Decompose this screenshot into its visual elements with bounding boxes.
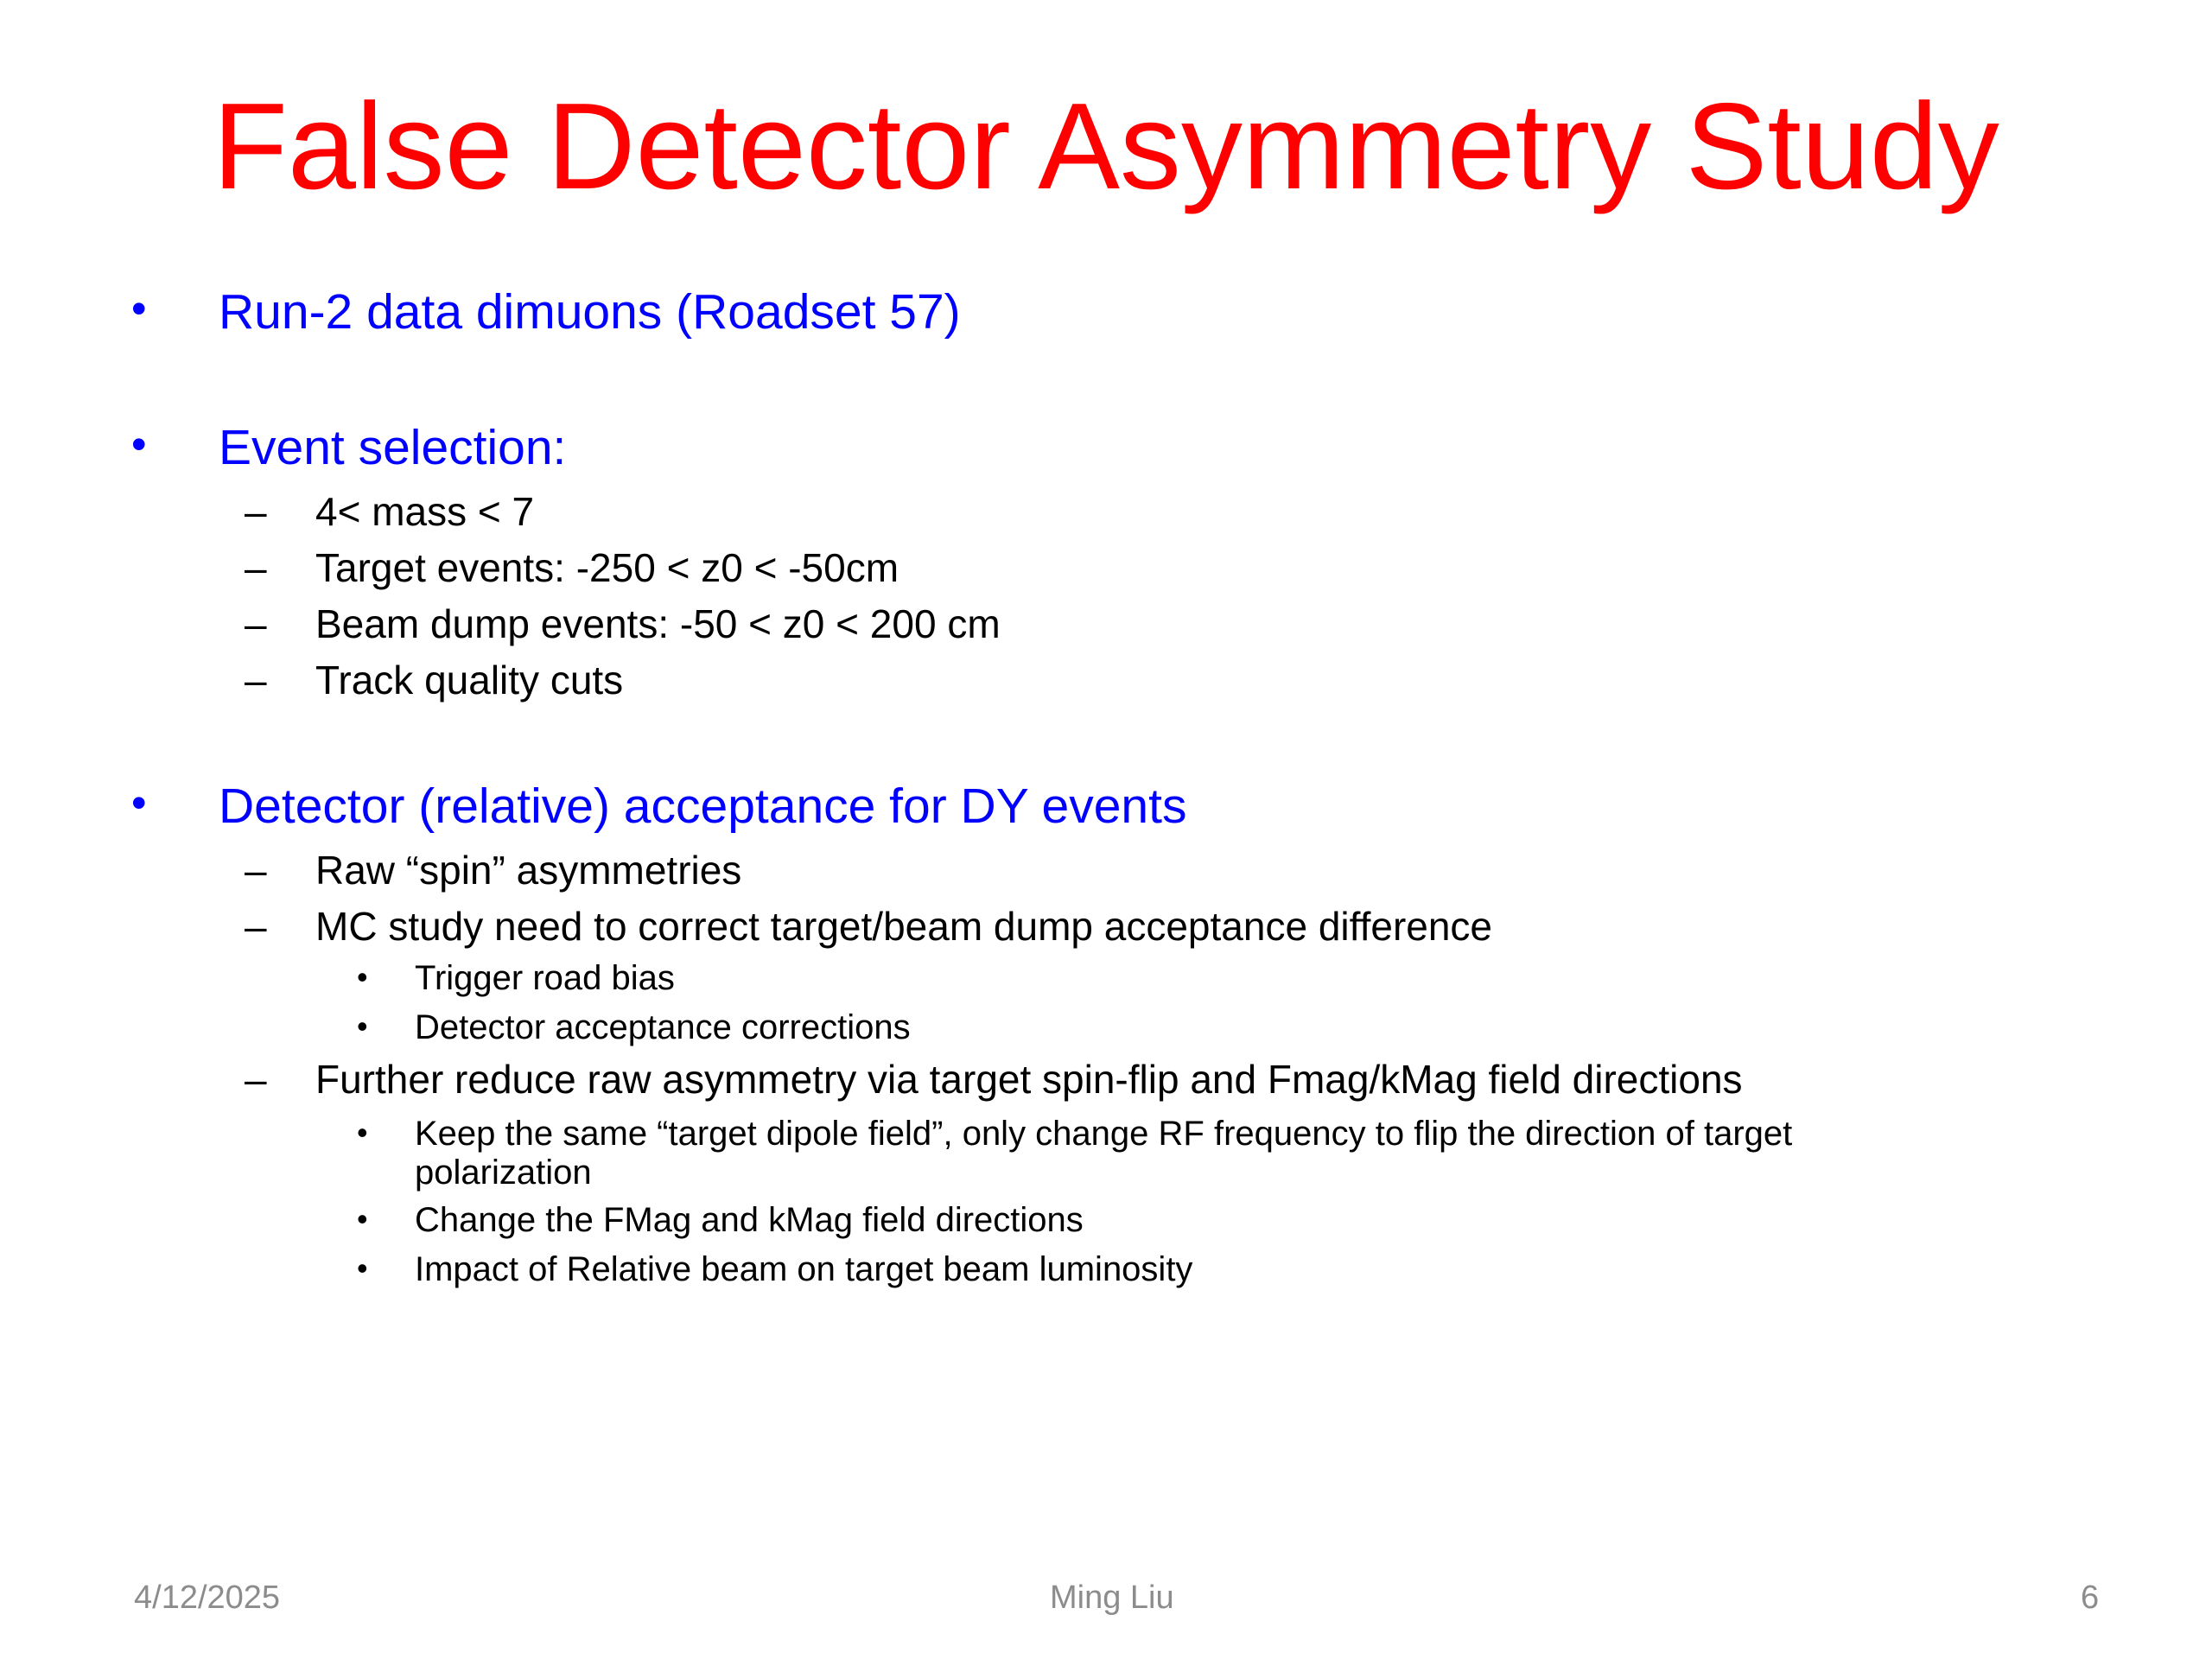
sub-item: MC study need to correct target/beam dump acceptance difference xyxy=(315,904,1493,949)
bullet-item: Event selection: xyxy=(219,420,567,475)
sub-bullet-marker: • xyxy=(357,1008,368,1044)
bullet-marker: • xyxy=(131,779,147,827)
sub-item: Further reduce raw asymmetry via target spin-flip and Fmag/kMag field directions xyxy=(315,1057,1743,1102)
dash-marker: – xyxy=(245,904,267,949)
sub-item: Beam dump events: -50 < z0 < 200 cm xyxy=(315,601,1001,646)
sub-bullet-marker: • xyxy=(357,1115,368,1150)
dash-marker: – xyxy=(245,489,267,534)
sub-bullet-marker: • xyxy=(357,959,368,995)
sub-item: 4< mass < 7 xyxy=(315,489,535,534)
sub-bullet-marker: • xyxy=(357,1250,368,1286)
sub-sub-item-continuation: polarization xyxy=(415,1154,592,1192)
sub-item: Track quality cuts xyxy=(315,658,624,702)
sub-bullet-marker: • xyxy=(357,1201,368,1236)
bullet-item: Detector (relative) acceptance for DY events xyxy=(219,779,1187,834)
dash-marker: – xyxy=(245,1057,267,1102)
footer-date: 4/12/2025 xyxy=(134,1580,281,1616)
sub-sub-item: Impact of Relative beam on target beam luminosity xyxy=(415,1250,1193,1288)
footer-page-number: 6 xyxy=(2081,1580,2100,1616)
footer-author: Ming Liu xyxy=(1050,1580,1174,1616)
sub-sub-item: Change the FMag and kMag field directions xyxy=(415,1201,1084,1239)
dash-marker: – xyxy=(245,848,267,893)
sub-sub-item: Detector acceptance corrections xyxy=(415,1008,911,1046)
sub-sub-item: Keep the same “target dipole field”, only change RF frequency to flip the direction of target xyxy=(415,1115,1793,1153)
dash-marker: – xyxy=(245,545,267,590)
sub-sub-item: Trigger road bias xyxy=(415,959,675,997)
bullet-marker: • xyxy=(131,284,147,333)
dash-marker: – xyxy=(245,658,267,702)
slide-title: False Detector Asymmetry Study xyxy=(213,78,1999,215)
bullet-marker: • xyxy=(131,420,147,468)
dash-marker: – xyxy=(245,601,267,646)
sub-item: Target events: -250 < z0 < -50cm xyxy=(315,545,899,590)
sub-item: Raw “spin” asymmetries xyxy=(315,848,742,893)
bullet-item: Run-2 data dimuons (Roadset 57) xyxy=(219,284,961,340)
